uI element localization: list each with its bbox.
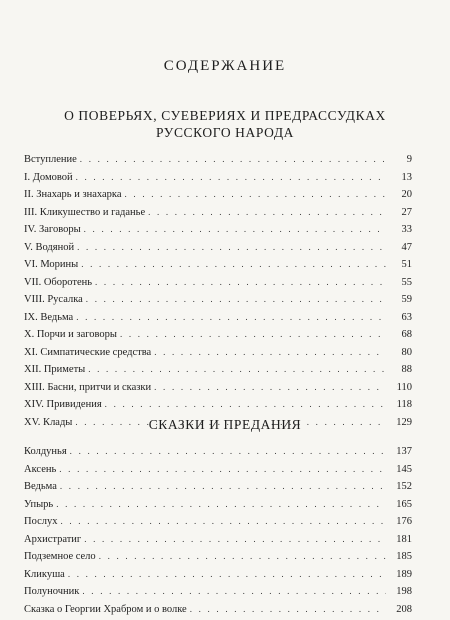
dot-leader [56, 496, 386, 514]
toc-entry-page-number: 118 [396, 399, 412, 410]
toc-entry-page-number: 176 [396, 516, 412, 527]
dot-leader [120, 326, 386, 344]
toc-entry-page-number: 88 [401, 364, 412, 375]
dot-leader [154, 379, 386, 397]
dot-leader [99, 548, 386, 566]
dot-leader [95, 274, 386, 292]
toc-entry-page-number: 198 [396, 586, 412, 597]
toc-entry-page-number: 189 [396, 568, 412, 580]
dot-leader [81, 256, 386, 274]
dot-leader [60, 478, 386, 496]
dot-leader [77, 239, 386, 257]
toc-entry-label: X. Порчи и заговоры [24, 329, 117, 340]
toc-entry-label: Послух [24, 516, 58, 527]
toc-entry-label: Вступление [24, 154, 77, 165]
dot-leader [70, 443, 386, 461]
toc-entry-label: XIII. Басни, притчи и сказки [24, 381, 152, 393]
page-title: СОДЕРЖАНИЕ [163, 58, 287, 74]
toc-entry[interactable] [24, 309, 412, 327]
toc-entry-label: IX. Ведьма [24, 311, 74, 323]
toc-entry-page-number: 68 [401, 329, 412, 340]
toc-entry-label: XIV. Привидения [24, 399, 102, 410]
toc-entry-label: Колдунья [24, 446, 67, 457]
toc-entry-label: Сказка о Георгии Храбром и о волке [24, 603, 187, 615]
toc-entry[interactable] [24, 461, 412, 479]
toc-entry[interactable] [24, 396, 412, 414]
dot-leader [190, 601, 386, 619]
toc-entry-page-number: 110 [396, 381, 412, 393]
dot-leader [105, 396, 386, 414]
toc-entry-page-number: 129 [396, 416, 412, 428]
toc-list-tales [24, 443, 412, 618]
toc-entry-label: Архистратиг [24, 533, 82, 545]
section-title-line: О ПОВЕРЬЯХ, СУЕВЕРИЯХ И ПРЕДРАССУДКАХ [64, 108, 386, 123]
toc-entry-page-number: 185 [396, 551, 412, 562]
dot-leader [84, 221, 386, 239]
toc-entry-page-number: 27 [401, 206, 412, 218]
toc-entry[interactable] [24, 379, 412, 397]
toc-entry-label: VIII. Русалка [24, 294, 83, 305]
toc-entry-page-number: 137 [396, 446, 412, 457]
toc-entry-page-number: 47 [401, 241, 412, 253]
dot-leader [61, 513, 387, 531]
dot-leader [82, 583, 386, 601]
toc-entry[interactable] [24, 239, 412, 257]
toc-entry-page-number: 208 [396, 603, 412, 615]
toc-entry[interactable] [24, 601, 412, 619]
toc-entry[interactable] [24, 274, 412, 292]
toc-entry-label: Аксень [24, 463, 57, 475]
toc-entry-page-number: 80 [401, 346, 412, 358]
toc-entry[interactable] [24, 344, 412, 362]
toc-entry-label: III. Кликушество и гаданье [24, 206, 146, 218]
toc-entry[interactable] [24, 443, 412, 461]
toc-entry-label: Кликуша [24, 568, 65, 580]
dot-leader [125, 186, 386, 204]
toc-entry-label: Упырь [24, 498, 54, 510]
toc-entry[interactable] [24, 186, 412, 204]
toc-entry[interactable] [24, 566, 412, 584]
toc-entry[interactable] [24, 204, 412, 222]
toc-entry[interactable] [24, 151, 412, 169]
toc-entry-page-number: 59 [401, 294, 412, 305]
toc-entry-label: VII. Оборотень [24, 276, 93, 288]
toc-entry[interactable] [24, 496, 412, 514]
dot-leader [88, 361, 386, 379]
toc-entry[interactable] [24, 221, 412, 239]
toc-entry-label: XI. Симпатические средства [24, 346, 152, 358]
dot-leader [84, 531, 386, 549]
toc-entry-page-number: 165 [396, 498, 412, 510]
dot-leader [86, 291, 386, 309]
section-title-beliefs [0, 107, 450, 141]
toc-entry-page-number: 9 [406, 154, 412, 165]
section-title-line: РУССКОГО НАРОДА [156, 125, 294, 140]
toc-entry-page-number: 13 [401, 171, 412, 183]
toc-list-beliefs [24, 151, 412, 431]
toc-entry[interactable] [24, 291, 412, 309]
toc-entry[interactable] [24, 256, 412, 274]
toc-entry-page-number: 63 [401, 311, 412, 323]
section-title-tales: СКАЗКИ И ПРЕДАНИЯ [148, 417, 302, 432]
dot-leader [154, 344, 386, 362]
dot-leader [76, 309, 386, 327]
toc-entry-page-number: 33 [401, 224, 412, 235]
toc-entry[interactable] [24, 169, 412, 187]
toc-entry-label: Полуночник [24, 586, 80, 597]
toc-entry-label: VI. Морины [24, 259, 79, 270]
toc-entry-label: Ведьма [24, 481, 57, 492]
dot-leader [68, 566, 386, 584]
toc-entry-label: II. Знахарь и знахарка [24, 189, 122, 200]
toc-entry-page-number: 20 [401, 189, 412, 200]
dot-leader [76, 169, 386, 187]
dot-leader [148, 204, 386, 222]
toc-entry-label: V. Водяной [24, 241, 75, 253]
dot-leader [59, 461, 386, 479]
toc-entry-label: I. Домовой [24, 171, 73, 183]
toc-entry[interactable] [24, 478, 412, 496]
toc-entry[interactable] [24, 513, 412, 531]
toc-entry-page-number: 51 [401, 259, 412, 270]
toc-entry[interactable] [24, 326, 412, 344]
toc-entry-page-number: 181 [396, 533, 412, 545]
toc-entry-label: XII. Приметы [24, 364, 86, 375]
toc-entry[interactable] [24, 548, 412, 566]
toc-entry[interactable] [24, 361, 412, 379]
toc-entry[interactable] [24, 531, 412, 549]
toc-entry-page-number: 145 [396, 463, 412, 475]
dot-leader [80, 151, 386, 169]
toc-entry-page-number: 152 [396, 481, 412, 492]
toc-entry-label: IV. Заговоры [24, 224, 81, 235]
toc-entry-label: Подземное село [24, 551, 96, 562]
toc-entry-page-number: 55 [401, 276, 412, 288]
toc-entry-label: XV. Клады [24, 416, 73, 428]
toc-entry[interactable] [24, 583, 412, 601]
